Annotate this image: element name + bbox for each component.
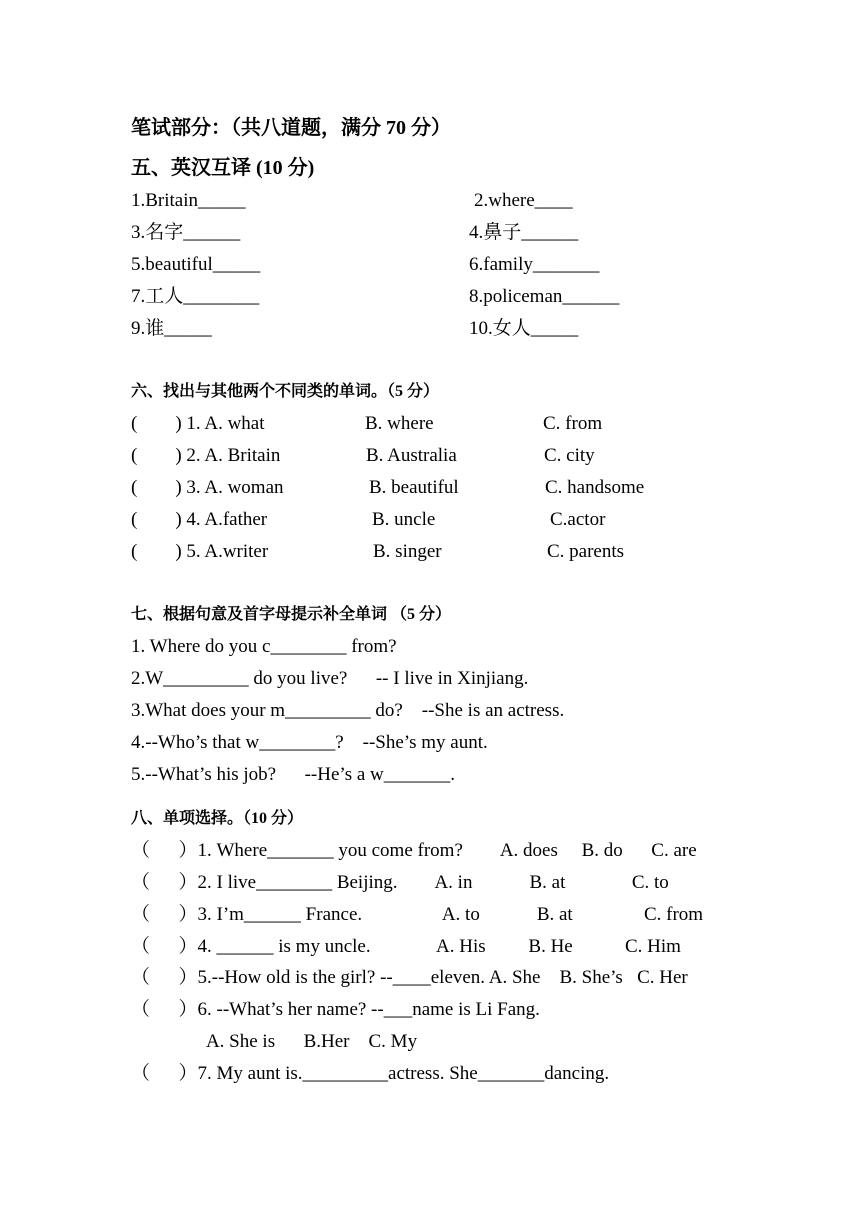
sec5-item-7: 7.工人________ — [131, 286, 260, 307]
sec6-q4: ( ) 4. A.father — [131, 509, 268, 530]
section-6-title: 六、找出与其他两个不同类的单词。（5 分） — [131, 383, 440, 400]
sec7-line-2: 2.W_________ do you live? -- I live in Xinjiang. — [131, 668, 529, 689]
sec6-q4-c: C.actor — [550, 509, 606, 530]
section-8-title: 八、单项选择。（10 分） — [131, 810, 304, 827]
sec5-item-4: 4.鼻子______ — [469, 222, 579, 243]
sec6-q4-b: B. uncle — [372, 509, 436, 530]
sec6-q1-b: B. where — [365, 413, 434, 434]
sec5-item-3: 3.名字______ — [131, 222, 241, 243]
sec6-q5-c: C. parents — [547, 541, 625, 562]
sec6-q3-c: C. handsome — [545, 477, 645, 498]
sec5-item-8: 8.policeman______ — [469, 286, 620, 307]
sec6-q3: ( ) 3. A. woman — [131, 477, 284, 498]
sec6-q5: ( ) 5. A.writer — [131, 541, 269, 562]
sec8-line-7: （ ）7. My aunt is._________actress. She_______dancing. — [131, 1063, 610, 1084]
sec8-line-6: （ ）6. --What’s her name? --___name is Li Fang. — [131, 999, 540, 1020]
sec6-q1-c: C. from — [543, 413, 603, 434]
sec8-line-5: （ ）5.--How old is the girl? --____eleven. A. She B. She’s C. Her — [131, 967, 688, 988]
sec8-line-3: （ ）3. I’m______ France. A. to B. at C. from — [131, 904, 704, 925]
sec7-line-1: 1. Where do you c________ from? — [131, 636, 397, 657]
sec6-q2: ( ) 2. A. Britain — [131, 445, 281, 466]
sec6-q1: ( ) 1. A. what — [131, 413, 265, 434]
sec7-line-4: 4.--Who’s that w________? --She’s my aunt. — [131, 732, 488, 753]
sec6-q3-b: B. beautiful — [369, 477, 459, 498]
sec8-line-1: （ ）1. Where_______ you come from? A. does B. do C. are — [131, 840, 697, 861]
sec7-line-5: 5.--What’s his job? --He’s a w_______. — [131, 764, 455, 785]
exam-header: 笔试部分：（共八道题，满分 70 分） — [131, 117, 451, 139]
sec5-item-6: 6.family_______ — [469, 254, 600, 275]
sec5-item-5: 5.beautiful_____ — [131, 254, 261, 275]
sec5-item-2: 2.where____ — [474, 190, 573, 211]
section-5-title: 五、英汉互译 (10 分) — [131, 157, 315, 179]
sec8-line-6-options: A. She is B.Her C. My — [131, 1031, 418, 1052]
sec5-item-9: 9.谁_____ — [131, 318, 212, 339]
sec7-line-3: 3.What does your m_________ do? --She is an actress. — [131, 700, 565, 721]
sec5-item-1: 1.Britain_____ — [131, 190, 246, 211]
sec6-q2-c: C. city — [544, 445, 595, 466]
sec6-q2-b: B. Australia — [366, 445, 457, 466]
section-7-title: 七、根据句意及首字母提示补全单词 （5 分） — [131, 606, 452, 623]
sec6-q5-b: B. singer — [373, 541, 442, 562]
sec8-line-4: （ ）4. ______ is my uncle. A. His B. He C. Him — [131, 936, 681, 957]
sec8-line-2: （ ）2. I live________ Beijing. A. in B. at C. to — [131, 872, 669, 893]
sec5-item-10: 10.女人_____ — [469, 318, 579, 339]
